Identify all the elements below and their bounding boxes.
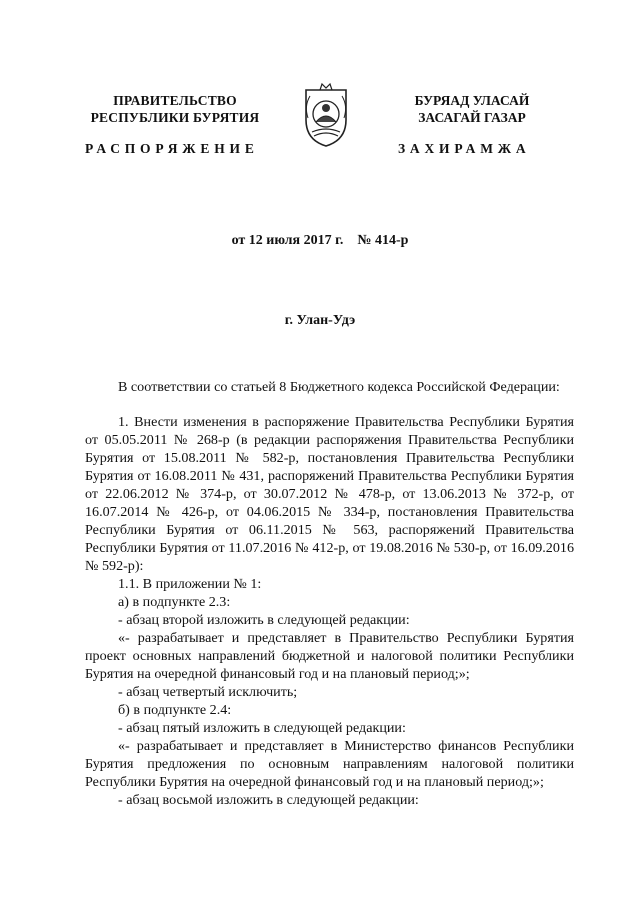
paragraph-item-1: 1. Внести изменения в распоряжение Правительства Республики Бурятия от 05.05.2011 № 268-р (в редакции распоряжения Правительства Республики Бурятия от 15.08.2011 № 582-р, постановления Правительства Республики Бурятия от 16.08.2011 № 431, распоряжений Правительства Республики Бурятия от 22.06.2012 № 374-р, от 30.07.2012 № 478-р, от 13.06.2013 № 372-р, от 16.07.2014 № 426-р, от 04.06.2015 № 334-р, постановления Правительства Республики Бурятия от 06.11.2015 № 563, распоряжений Правительства Республики Бурятия от 11.07.2016 № 412-р, от 19.08.2016 № 530-р, от 16.09.2016 № 592-р): <box>85 414 574 574</box>
document-date: от 12 июля 2017 г. <box>231 233 344 248</box>
coat-of-arms-icon <box>302 80 350 148</box>
document-type-buryat: ЗАХИРАМЖА <box>398 141 531 156</box>
paragraph-a-exclude: - абзац четвертый исключить; <box>118 684 298 700</box>
issuer-block-russian <box>85 92 265 126</box>
issuer-line-1: ПРАВИТЕЛЬСТВО <box>113 93 237 108</box>
issuer-line-1-buryat: БУРЯАД УЛАСАЙ <box>414 93 530 108</box>
paragraph-a-instruction: - абзац второй изложить в следующей редакции: <box>118 612 410 628</box>
document-type-russian: РАСПОРЯЖЕНИЕ <box>85 141 259 156</box>
document-date-number <box>0 233 640 249</box>
issuer-line-2-buryat: ЗАСАГАЙ ГАЗАР <box>418 110 526 125</box>
paragraph-subitem-a: а) в подпункте 2.3: <box>118 594 231 610</box>
paragraph-b-instruction: - абзац пятый изложить в следующей редакции: <box>118 720 406 736</box>
paragraph-preamble: В соответствии со статьей 8 Бюджетного кодекса Российской Федерации: <box>118 379 560 395</box>
paragraph-subitem-b: б) в подпункте 2.4: <box>118 702 232 718</box>
paragraph-b-eighth: - абзац восьмой изложить в следующей редакции: <box>118 792 419 808</box>
document-number: № 414-р <box>357 233 409 248</box>
document-body <box>85 378 574 809</box>
paragraph-b-quote: «- разрабатывает и представляет в Министерство финансов Республики Бурятия предложения по основным направлениям налоговой политики Республики Бурятия на очередной финансовый год и на плановый период;»; <box>85 738 574 790</box>
paragraph-a-quote: «- разрабатывает и представляет в Правительство Республики Бурятия проект основных направлений бюджетной и налоговой политики Республики Бурятия на очередной финансовый год и на плановый период;»; <box>85 630 574 682</box>
paragraph-item-1-1: 1.1. В приложении № 1: <box>118 576 262 592</box>
document-city: г. Улан-Удэ <box>284 313 356 328</box>
issuer-line-2: РЕСПУБЛИКИ БУРЯТИЯ <box>90 110 260 125</box>
issuer-block-buryat <box>382 92 562 126</box>
